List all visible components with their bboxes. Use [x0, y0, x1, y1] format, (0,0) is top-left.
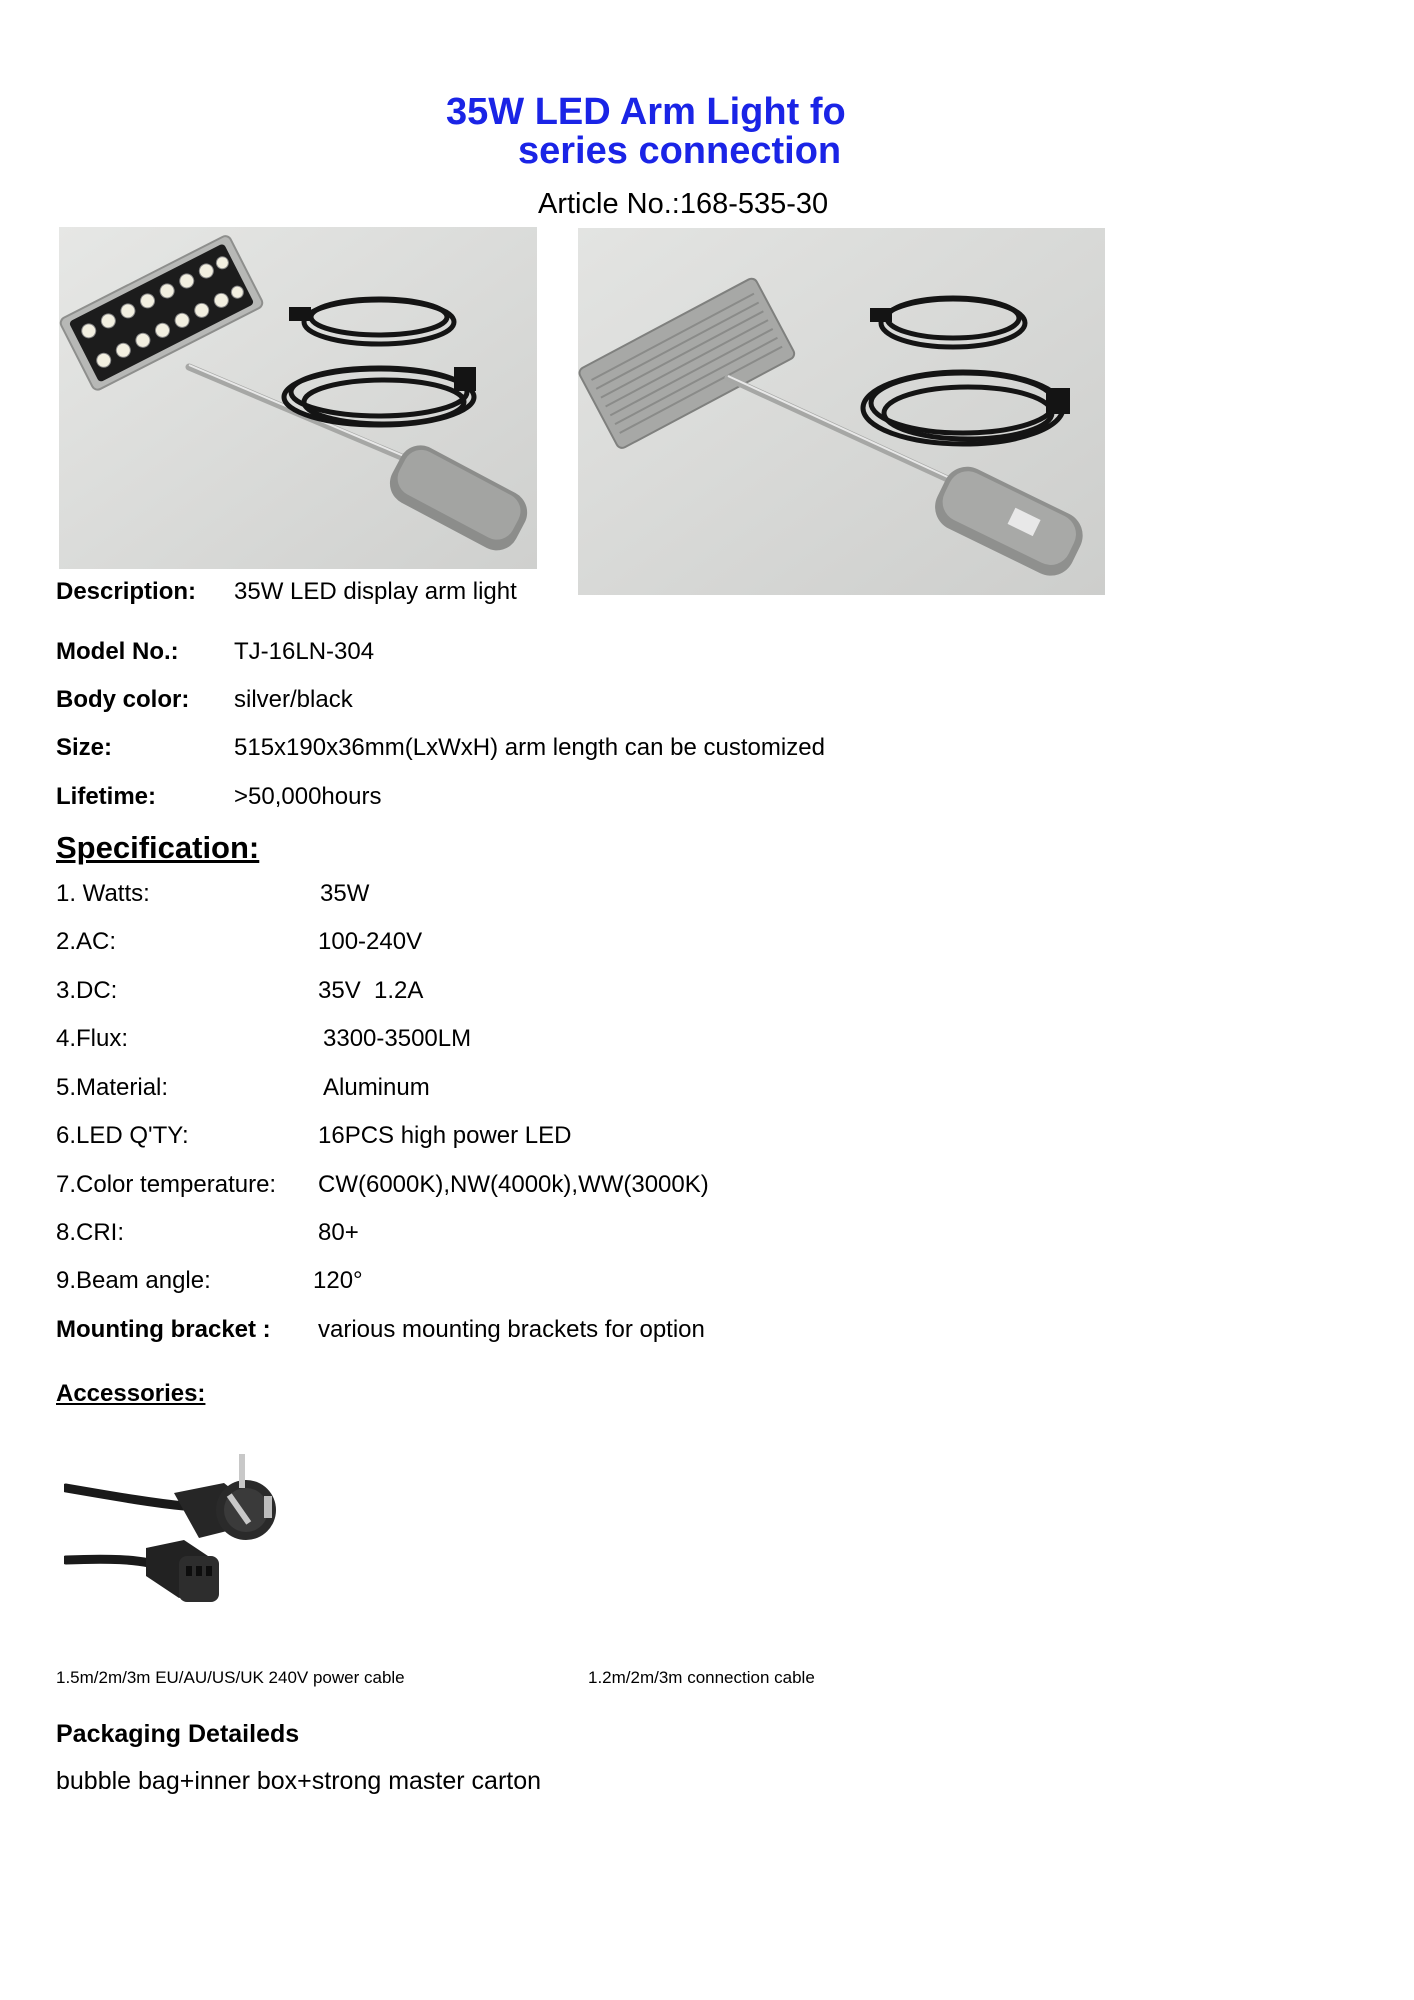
spec-value-ac: 100-240V	[318, 928, 423, 955]
spec-label-mounting-bracket: Mounting bracket :	[56, 1316, 271, 1343]
page-title-line-2: series connection	[518, 130, 842, 172]
detail-label-size: Size:	[56, 734, 113, 761]
spec-value-watts: 35W	[320, 880, 370, 907]
led-arm-light-back-photo	[578, 228, 1105, 595]
page-title-line-1: 35W LED Arm Light fo	[446, 91, 846, 133]
spec-label-flux: 4.Flux:	[56, 1025, 129, 1052]
spec-value-flux: 3300-3500LM	[323, 1025, 472, 1052]
spec-label-ac: 2.AC:	[56, 928, 117, 955]
packaging-heading: Packaging Detaileds	[56, 1720, 300, 1748]
spec-value-material: Aluminum	[323, 1074, 430, 1101]
detail-value-model: TJ-16LN-304	[234, 638, 375, 665]
detail-label-lifetime: Lifetime:	[56, 783, 157, 810]
article-number: Article No.:168-535-30	[538, 188, 829, 220]
accessory-caption-connection-cable: 1.2m/2m/3m connection cable	[588, 1668, 815, 1687]
spec-value-dc: 35V 1.2A	[318, 977, 424, 1004]
spec-label-color-temperature: 7.Color temperature:	[56, 1171, 277, 1198]
led-arm-light-front-photo	[59, 227, 537, 569]
spec-label-watts: 1. Watts:	[56, 880, 150, 907]
detail-value-description: 35W LED display arm light	[234, 578, 517, 605]
spec-label-led-qty: 6.LED Q'TY:	[56, 1122, 189, 1149]
detail-value-lifetime: >50,000hours	[234, 783, 382, 810]
accessory-caption-power-cable: 1.5m/2m/3m EU/AU/US/UK 240V power cable	[56, 1668, 405, 1687]
spec-label-cri: 8.CRI:	[56, 1219, 125, 1246]
spec-value-color-temperature: CW(6000K),NW(4000k),WW(3000K)	[318, 1171, 709, 1198]
spec-label-material: 5.Material:	[56, 1074, 169, 1101]
spec-label-dc: 3.DC:	[56, 977, 118, 1004]
accessories-heading: Accessories:	[56, 1380, 206, 1407]
detail-label-model: Model No.:	[56, 638, 179, 665]
detail-value-body-color: silver/black	[234, 686, 353, 713]
spec-value-cri: 80+	[318, 1219, 359, 1246]
specification-heading: Specification:	[56, 830, 260, 865]
spec-label-beam-angle: 9.Beam angle:	[56, 1267, 211, 1294]
packaging-text: bubble bag+inner box+strong master carton	[56, 1767, 542, 1795]
spec-value-mounting-bracket: various mounting brackets for option	[318, 1316, 705, 1343]
spec-value-led-qty: 16PCS high power LED	[318, 1122, 572, 1149]
spec-value-beam-angle: 120°	[313, 1267, 363, 1294]
detail-value-size: 515x190x36mm(LxWxH) arm length can be customized	[234, 734, 825, 761]
detail-label-body-color: Body color:	[56, 686, 190, 713]
power-cable-photo	[64, 1448, 284, 1630]
detail-label-description: Description:	[56, 578, 197, 605]
